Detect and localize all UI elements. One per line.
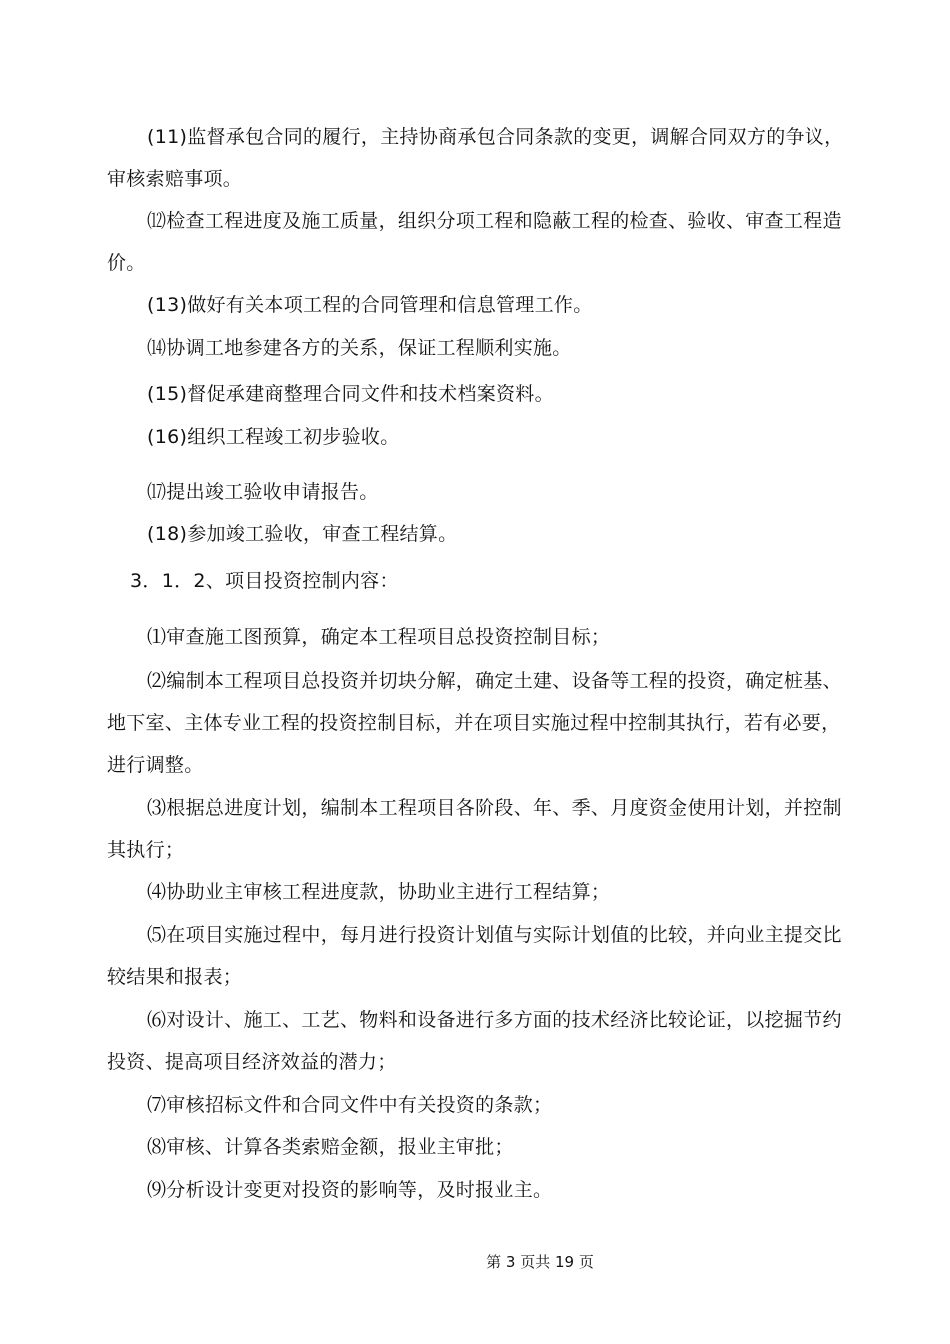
paragraph-item-13: (13)做好有关本项工程的合同管理和信息管理工作。 — [147, 294, 593, 316]
paragraph-invest-4: ⑷协助业主审核工程进度款，协助业主进行工程结算； — [147, 881, 611, 903]
paragraph-item-16: (16)组织工程竣工初步验收。 — [147, 426, 400, 448]
paragraph-invest-5: ⑸在项目实施过程中，每月进行投资计划值与实际计划值的比较，并向业主提交比较结果和报表； — [107, 924, 842, 988]
paragraph-invest-3: ⑶根据总进度计划，编制本工程项目各阶段、年、季、月度资金使用计划，并控制其执行； — [107, 797, 842, 861]
paragraph-item-17: ⒄提出竣工验收申请报告。 — [147, 481, 379, 503]
paragraph-invest-2: ⑵编制本工程项目总投资并切块分解，确定土建、设备等工程的投资，确定桩基、地下室、主体专业工程的投资控制目标，并在项目实施过程中控制其执行，若有必要，进行调整。 — [107, 670, 842, 776]
paragraph-invest-8: ⑻审核、计算各类索赔金额，报业主审批； — [147, 1136, 514, 1158]
paragraph-invest-9: ⑼分析设计变更对投资的影响等，及时报业主。 — [147, 1179, 553, 1201]
paragraph-item-15: (15)督促承建商整理合同文件和技术档案资料。 — [147, 383, 554, 405]
page-footer: 第 3 页共 19 页 — [486, 1253, 594, 1271]
section-heading: 3．1．2、项目投资控制内容： — [130, 570, 399, 592]
paragraph-invest-6: ⑹对设计、施工、工艺、物料和设备进行多方面的技术经济比较论证，以挖掘节约投资、提高项目经济效益的潜力； — [107, 1009, 842, 1073]
paragraph-item-14: ⒁协调工地参建各方的关系，保证工程顺利实施。 — [147, 337, 572, 359]
paragraph-invest-7: ⑺审核招标文件和合同文件中有关投资的条款； — [147, 1094, 553, 1116]
paragraph-invest-1: ⑴审查施工图预算，确定本工程项目总投资控制目标； — [147, 626, 611, 648]
paragraph-item-11: (11)监督承包合同的履行，主持协商承包合同条款的变更，调解合同双方的争议，审核索赔事项。 — [107, 126, 844, 190]
paragraph-item-12: ⑿检查工程进度及施工质量，组织分项工程和隐蔽工程的检查、验收、审查工程造价。 — [107, 210, 842, 274]
paragraph-item-18: (18)参加竣工验收，审查工程结算。 — [147, 523, 458, 545]
